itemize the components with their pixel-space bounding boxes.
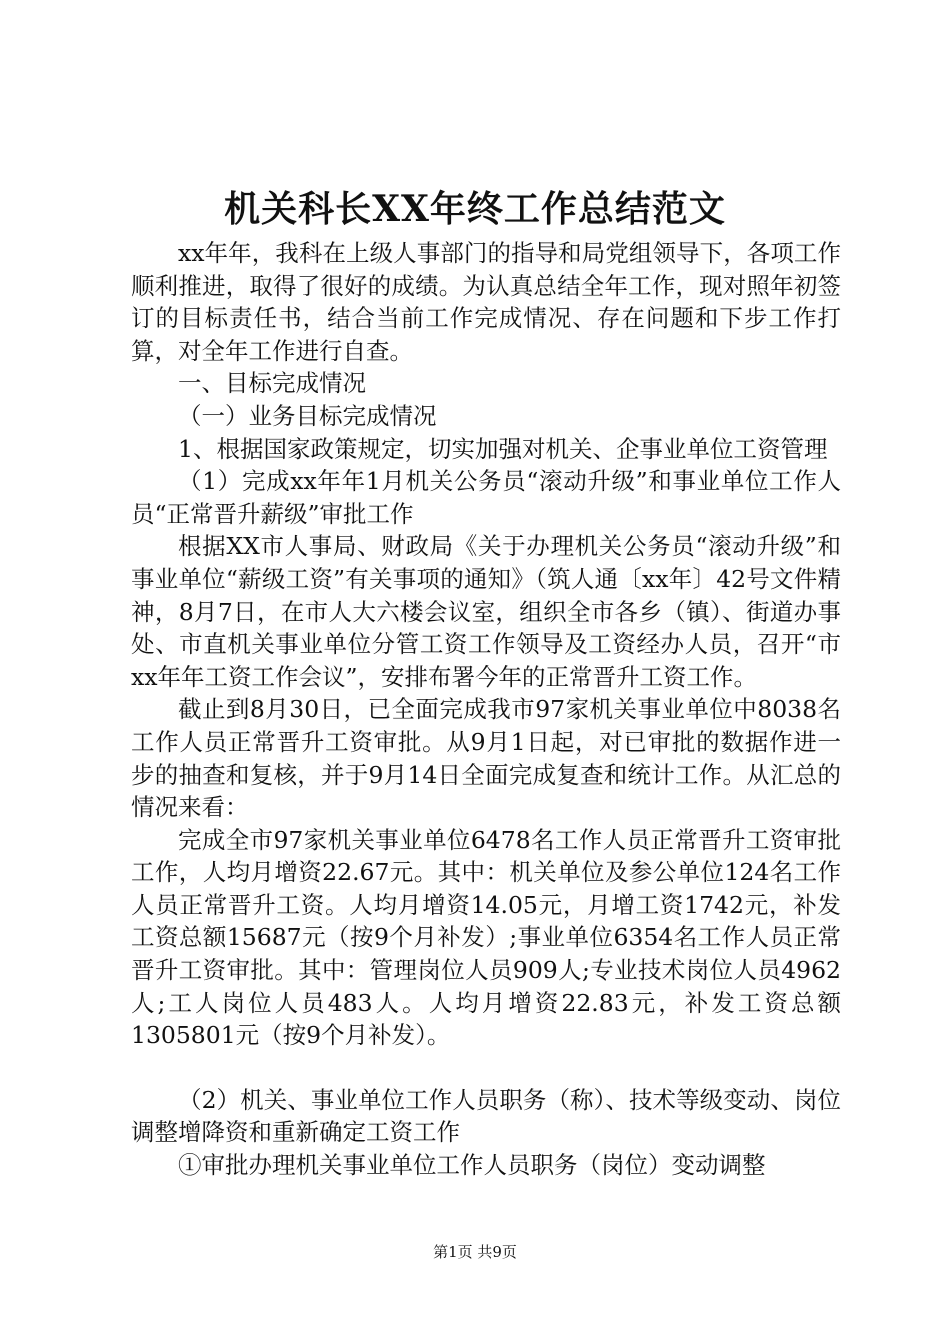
section-heading-1: 一、目标完成情况 (178, 369, 366, 398)
document-title: 机关科长XX年终工作总结范文 (224, 188, 726, 230)
intro-paragraph: xx年年，我科在上级人事部门的指导和局党组领导下，各项工作顺利推进，取得了很好的成绩。为认真总结全年工作，现对照年初签订的目标责任书，结合当前工作完成情况、存在问题和下步工作打算，对全年工作进行自查。 (131, 239, 841, 365)
body-paragraph-3: 完成全市97家机关事业单位6478名工作人员正常晋升工资审批工作，人均月增资22.67元。其中：机关单位及参公单位124名工作人员正常晋升工资。人均月增资14.05元，月增工资1742元，补发工资总额15687元（按9个月补发）;事业单位6354名工作人员正常晋升工资审批。其中：管理岗位人员909人;专业技术岗位人员4962人;工人岗位人员483人。人均月增资22.83元，补发工资总额1305801元（按9个月补发）。 (131, 825, 841, 1050)
subitem-heading-1: （1）完成xx年年1月机关公务员“滚动升级”和事业单位工作人员“正常晋升薪级”审批工作 (131, 467, 841, 528)
subitem-heading-2: （2）机关、事业单位工作人员职务（称）、技术等级变动、岗位调整增降资和重新确定工资工作 (131, 1085, 841, 1147)
list-item-1: ①审批办理机关事业单位工作人员职务（岗位）变动调整 (178, 1151, 766, 1180)
item-heading-1: 1、根据国家政策规定，切实加强对机关、企事业单位工资管理 (178, 434, 828, 463)
page-footer: 第1页 共9页 (433, 1243, 517, 1261)
body-paragraph-2: 截止到8月30日，已全面完成我市97家机关事业单位中8038名工作人员正常晋升工资审批。从9月1日起，对已审批的数据作进一步的抽查和复核，并于9月14日全面完成复查和统计工作。从汇总的情况来看： (131, 695, 841, 822)
body-paragraph-1: 根据XX市人事局、财政局《关于办理机关公务员“滚动升级”和事业单位“薪级工资”有关事项的通知》（筑人通〔xx年〕42号文件精神，8月7日，在市人大六楼会议室，组织全市各乡（镇）、街道办事处、市直机关事业单位分管工资工作领导及工资经办人员，召开“市xx年年工资工作会议”，安排布署今年的正常晋升工资工作。 (131, 532, 841, 691)
subsection-heading-1: （一）业务目标完成情况 (178, 401, 437, 430)
document-body (131, 237, 841, 1182)
